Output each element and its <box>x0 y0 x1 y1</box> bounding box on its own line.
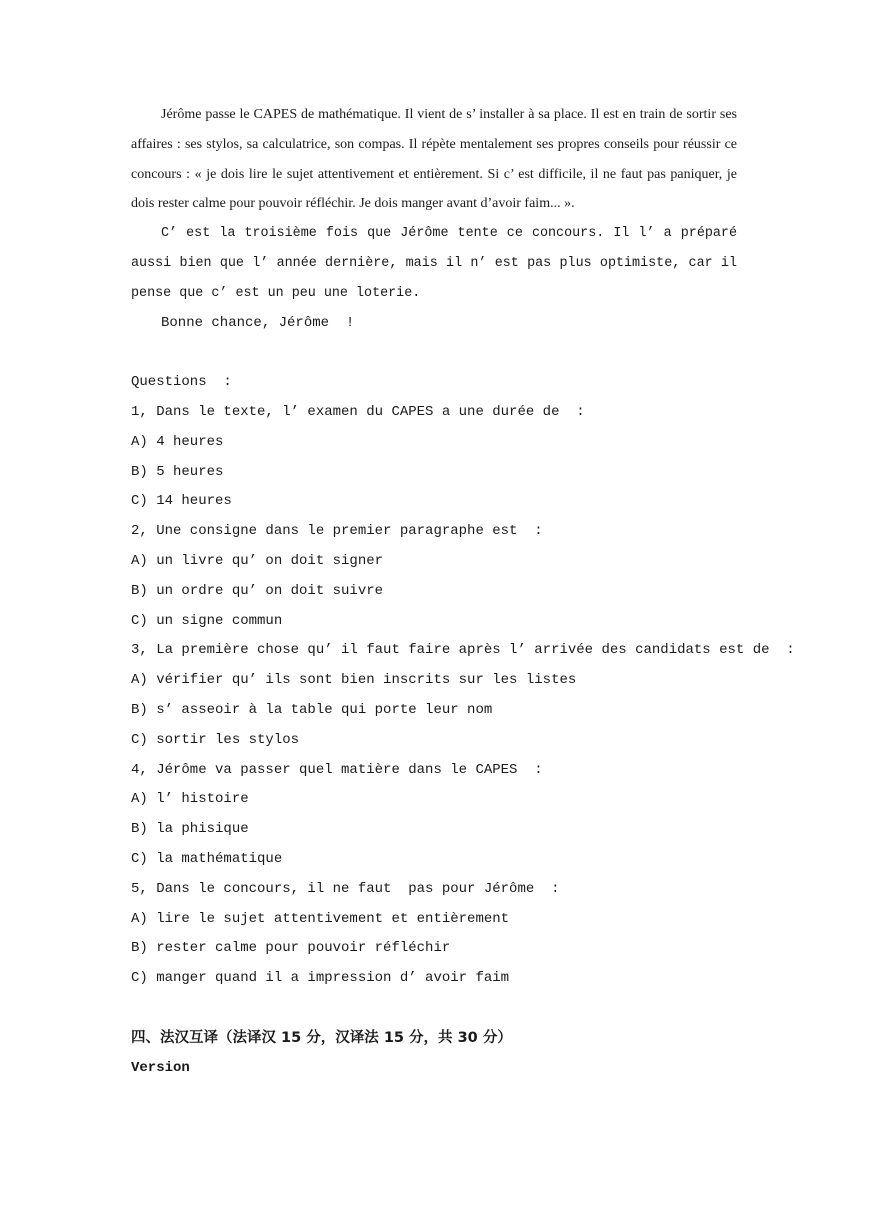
answer-option: A) vérifier qu’ ils sont bien inscrits sur les listes <box>131 672 577 689</box>
reading-paragraph-2: C’ est la troisième fois que Jérôme tente ce concours. Il l’ a préparé aussi bien que l’ année dernière, mais il n’ est pas plus optimiste, car il pense que c’ est un peu une loterie. <box>131 226 737 301</box>
answer-option: C) manger quand il a impression d’ avoir faim <box>131 970 510 987</box>
question-prompt: 1, Dans le texte, l’ examen du CAPES a une durée de : <box>131 403 585 420</box>
reading-paragraph-1: Jérôme passe le CAPES de mathématique. Il vient de s’ installer à sa place. Il est en train de sortir ses affaires : ses stylos, sa calculatrice, son compas. Il répète mentalement ses propres conseils pour réussir ce concours : « je dois lire le sujet attentivement et entièrement. Si c’ est difficile, il ne faut pas paniquer, je dois rester calme pour pouvoir réfléchir. Je dois manger avant d’avoir faim... ». <box>131 107 737 212</box>
question-3 <box>131 636 795 755</box>
spacer <box>131 994 737 1024</box>
answer-option: A) 4 heures <box>131 433 224 450</box>
question-4 <box>131 756 737 875</box>
section-4-title: 四、法汉互译（法译汉 15 分，汉译法 15 分，共 30 分） <box>131 1029 512 1046</box>
question-1 <box>131 398 737 517</box>
document-content <box>131 100 795 1083</box>
answer-option: C) sortir les stylos <box>131 731 300 748</box>
question-prompt: 3, La première chose qu’ il faut faire après l’ arrivée des candidats est de : <box>131 642 795 659</box>
spacer <box>131 338 737 368</box>
answer-option: B) 5 heures <box>131 463 224 480</box>
answer-option: C) la mathématique <box>131 850 283 867</box>
answer-option: B) s’ asseoir à la table qui porte leur nom <box>131 701 493 718</box>
questions-heading: Questions : <box>131 374 232 391</box>
question-prompt: 4, Jérôme va passer quel matière dans le CAPES : <box>131 761 543 778</box>
question-prompt: 5, Dans le concours, il ne faut pas pour Jérôme : <box>131 880 560 897</box>
answer-option: A) un livre qu’ on doit signer <box>131 552 384 569</box>
answer-option: B) un ordre qu’ on doit suivre <box>131 582 384 599</box>
answer-option: B) rester calme pour pouvoir réfléchir <box>131 940 451 957</box>
question-5 <box>131 875 737 994</box>
answer-option: B) la phisique <box>131 821 249 838</box>
answer-option: A) l’ histoire <box>131 791 249 808</box>
reading-paragraph-3: Bonne chance, Jérôme ! <box>161 314 355 331</box>
answer-option: A) lire le sujet attentivement et entièrement <box>131 910 510 927</box>
answer-option: C) un signe commun <box>131 612 283 629</box>
section-4-subtitle: Version <box>131 1059 190 1076</box>
question-prompt: 2, Une consigne dans le premier paragraphe est : <box>131 523 543 540</box>
question-2 <box>131 517 737 636</box>
answer-option: C) 14 heures <box>131 493 232 510</box>
